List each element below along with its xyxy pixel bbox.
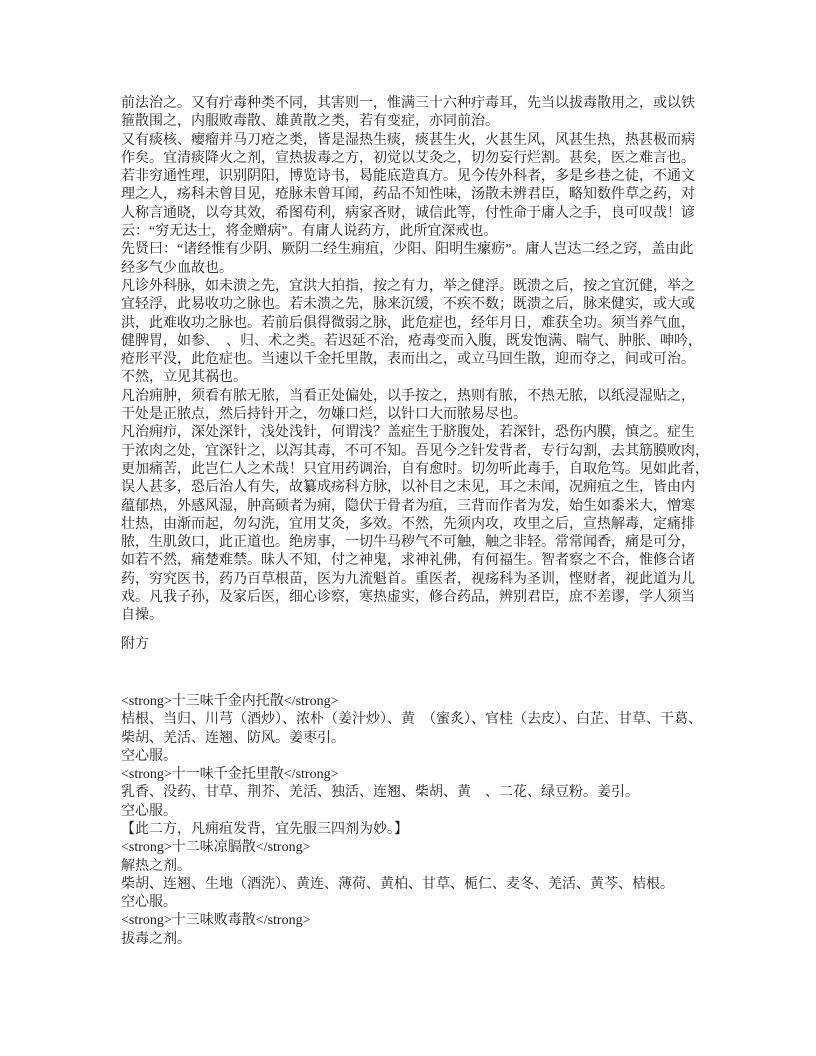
main-text-line: 凡治痈疖，深处深针，浅处浅针，何谓浅？盖症生于脐腹处，若深针，恐伤内膜，慎之。症生	[121, 425, 695, 441]
main-text-line: 作矣。宜清痰降火之剂，宣热拔毒之方，初觉以艾灸之，切勿妄行烂割。甚矣，医之难言也。	[121, 150, 695, 166]
formula-title-line: <strong>十二味凉膈散</strong>	[121, 840, 311, 856]
main-text-line: 宜轻浮，此易收功之脉也。若未溃之先，脉来沉缓，不疾不数；既溃之后，脉来健实，或大或	[121, 297, 695, 313]
main-text-line: 云：“穷无达士，将金赠病”。有庸人说药方，此所宜深戒也。	[121, 224, 498, 240]
formula-title-line: <strong>十三味千金内托散</strong>	[121, 693, 339, 709]
main-text-line: 自操。	[121, 608, 163, 624]
main-text-line: 如若不然，痛楚难禁。昧人不知，付之神鬼，求神礼佛，有何福生。智者察之不合，惟修合诸	[121, 553, 695, 569]
main-text-line: 箍散围之，内服败毒散、雄黄散之类，若有变症，亦同前治。	[121, 114, 499, 130]
formulas-block	[121, 693, 707, 949]
main-text-line: 脓，生肌敛口，此正道也。绝房事，一切牛马秽气不可触，触之非轻。常常闻香，痛是可分，	[121, 535, 695, 551]
main-text-line: 健脾胃，如参、 、归、术之类。若迟延不治，疮毒变而入腹，既发饱满、喘气、肿胀、呻吟，	[121, 333, 702, 349]
main-text-line: 更加痛苦，此岂仁人之术哉！只宜用药调治，自有愈时。切勿听此毒手，自取危笃。见如此者，	[121, 461, 709, 477]
formula-ingredients-line: 柴胡、羌活、连翘、防风。姜枣引。	[121, 730, 345, 746]
main-text-line: 凡诊外科脉，如未溃之先，宜洪大拍指，按之有力，举之健浮。既溃之后，按之宜沉健，举之	[121, 278, 695, 294]
formula-title-line: <strong>十三味败毒散</strong>	[121, 913, 311, 929]
main-text-line: 人称言通晓，以夸其效，希图苟利，病家吝财，诚信此等，付性命于庸人之手，良可叹哉！谚	[121, 205, 695, 221]
main-text-line: 干处是正脓点，然后持针开之，勿嫌口烂，以针口大而脓易尽也。	[121, 407, 527, 423]
main-text-line: 先贤曰：“诸经惟有少阴、厥阴二经生痈疽，少阳、阳明生瘰疬”。庸人岂达二经之窍，盖由此	[121, 242, 694, 258]
main-text-line: 若非穷通性理，识别阴阳，博览诗书，曷能底造真方。见今传外科者，多是乡巷之徒，不通文	[121, 169, 695, 185]
formula-ingredients-line: 柴胡、连翘、生地（酒洗）、黄连、薄荷、黄柏、甘草、栀仁、麦冬、羌活、黄芩、桔根。	[121, 876, 674, 892]
main-text-line: 于浓肉之处，宜深针之，以泻其毒，不可不知。吾见今之针发背者，专行勾割，去其筋膜败肉，	[121, 443, 709, 459]
main-text-line: 不然，立见其祸也。	[121, 370, 247, 386]
formula-note-line: 【此二方，凡痈疽发背，宜先服三四剂为妙。】	[121, 821, 408, 837]
main-text-line: 理之人，疡科未曾目见，疮脉未曾耳闻，药品不知性味，汤散未辨君臣，略知数件草之药，对	[121, 187, 695, 203]
formula-description-line: 拔毒之剂。	[121, 931, 191, 947]
formula-title-line: <strong>十一味千金托里散</strong>	[121, 767, 339, 783]
document-page	[121, 95, 707, 949]
main-text-line: 前法治之。又有疔毒种类不同，其害则一，惟满三十六种疔毒耳，先当以拔毒散用之，或以铁	[121, 96, 695, 111]
main-text-line: 经多气少血故也。	[121, 260, 233, 276]
main-text-line: 蕴郁热，外感风湿，肿高硕者为痈，隐伏于骨者为疽，三背而作者为发，始生如黍米大，憎寒	[121, 498, 695, 514]
main-text-line: 凡治痈肿，须看有脓无脓，当看正处偏处，以手按之，热则有脓，不热无脓，以纸浸湿贴之，	[121, 388, 695, 404]
formula-usage-line: 空心服。	[121, 803, 177, 819]
main-text-block	[121, 95, 707, 626]
formula-ingredients-line: 桔根、当归、川芎（酒炒）、浓朴（姜汁炒）、黄 （蜜炙）、官桂（去皮）、白芷、甘草、干葛、	[121, 712, 702, 728]
main-text-line: 误人甚多，恐后治人有失，故纂成疡科方脉，以补目之未见，耳之未闻，况痈疽之生，皆由内	[121, 480, 695, 496]
main-text-line: 药，穷究医书，药乃百草根苗，医为九流魁首。重医者，视疡科为圣训，悭财者，视此道为儿	[121, 571, 695, 587]
appendix-section	[121, 636, 707, 654]
appendix-heading: 附方	[121, 636, 149, 652]
formula-ingredients-line: 乳香、没药、甘草、荆芥、羌活、独活、连翘、柴胡、黄 、二花、绿豆粉。姜引。	[121, 785, 639, 801]
main-text-line: 疮形平没，此危症也。当速以千金托里散，表而出之，或立马回生散，迎而夺之，间或可治。	[121, 352, 695, 368]
main-text-line: 洪，此难收功之脉也。若前后俱得微弱之脉，此危症也，经年月日，难获全功。须当养气血，	[121, 315, 695, 331]
main-text-line: 壮热，由渐而起，勿勾洗，宜用艾灸，多效。不然，先须内攻，攻里之后，宣热解毒，定痛排	[121, 516, 695, 532]
main-text-line: 戏。凡我子孙，及家后医，细心诊察，寒热虚实，修合药品，辨别君臣，庶不差谬，学人须当	[121, 590, 695, 606]
formula-usage-line: 空心服。	[121, 895, 177, 911]
formula-description-line: 解热之剂。	[121, 858, 191, 874]
main-text-line: 又有痰核、瘿瘤并马刀疮之类，皆是湿热生痰，痰甚生火，火甚生风，风甚生热，热甚极而病	[121, 132, 695, 148]
formula-usage-line: 空心服。	[121, 748, 177, 764]
